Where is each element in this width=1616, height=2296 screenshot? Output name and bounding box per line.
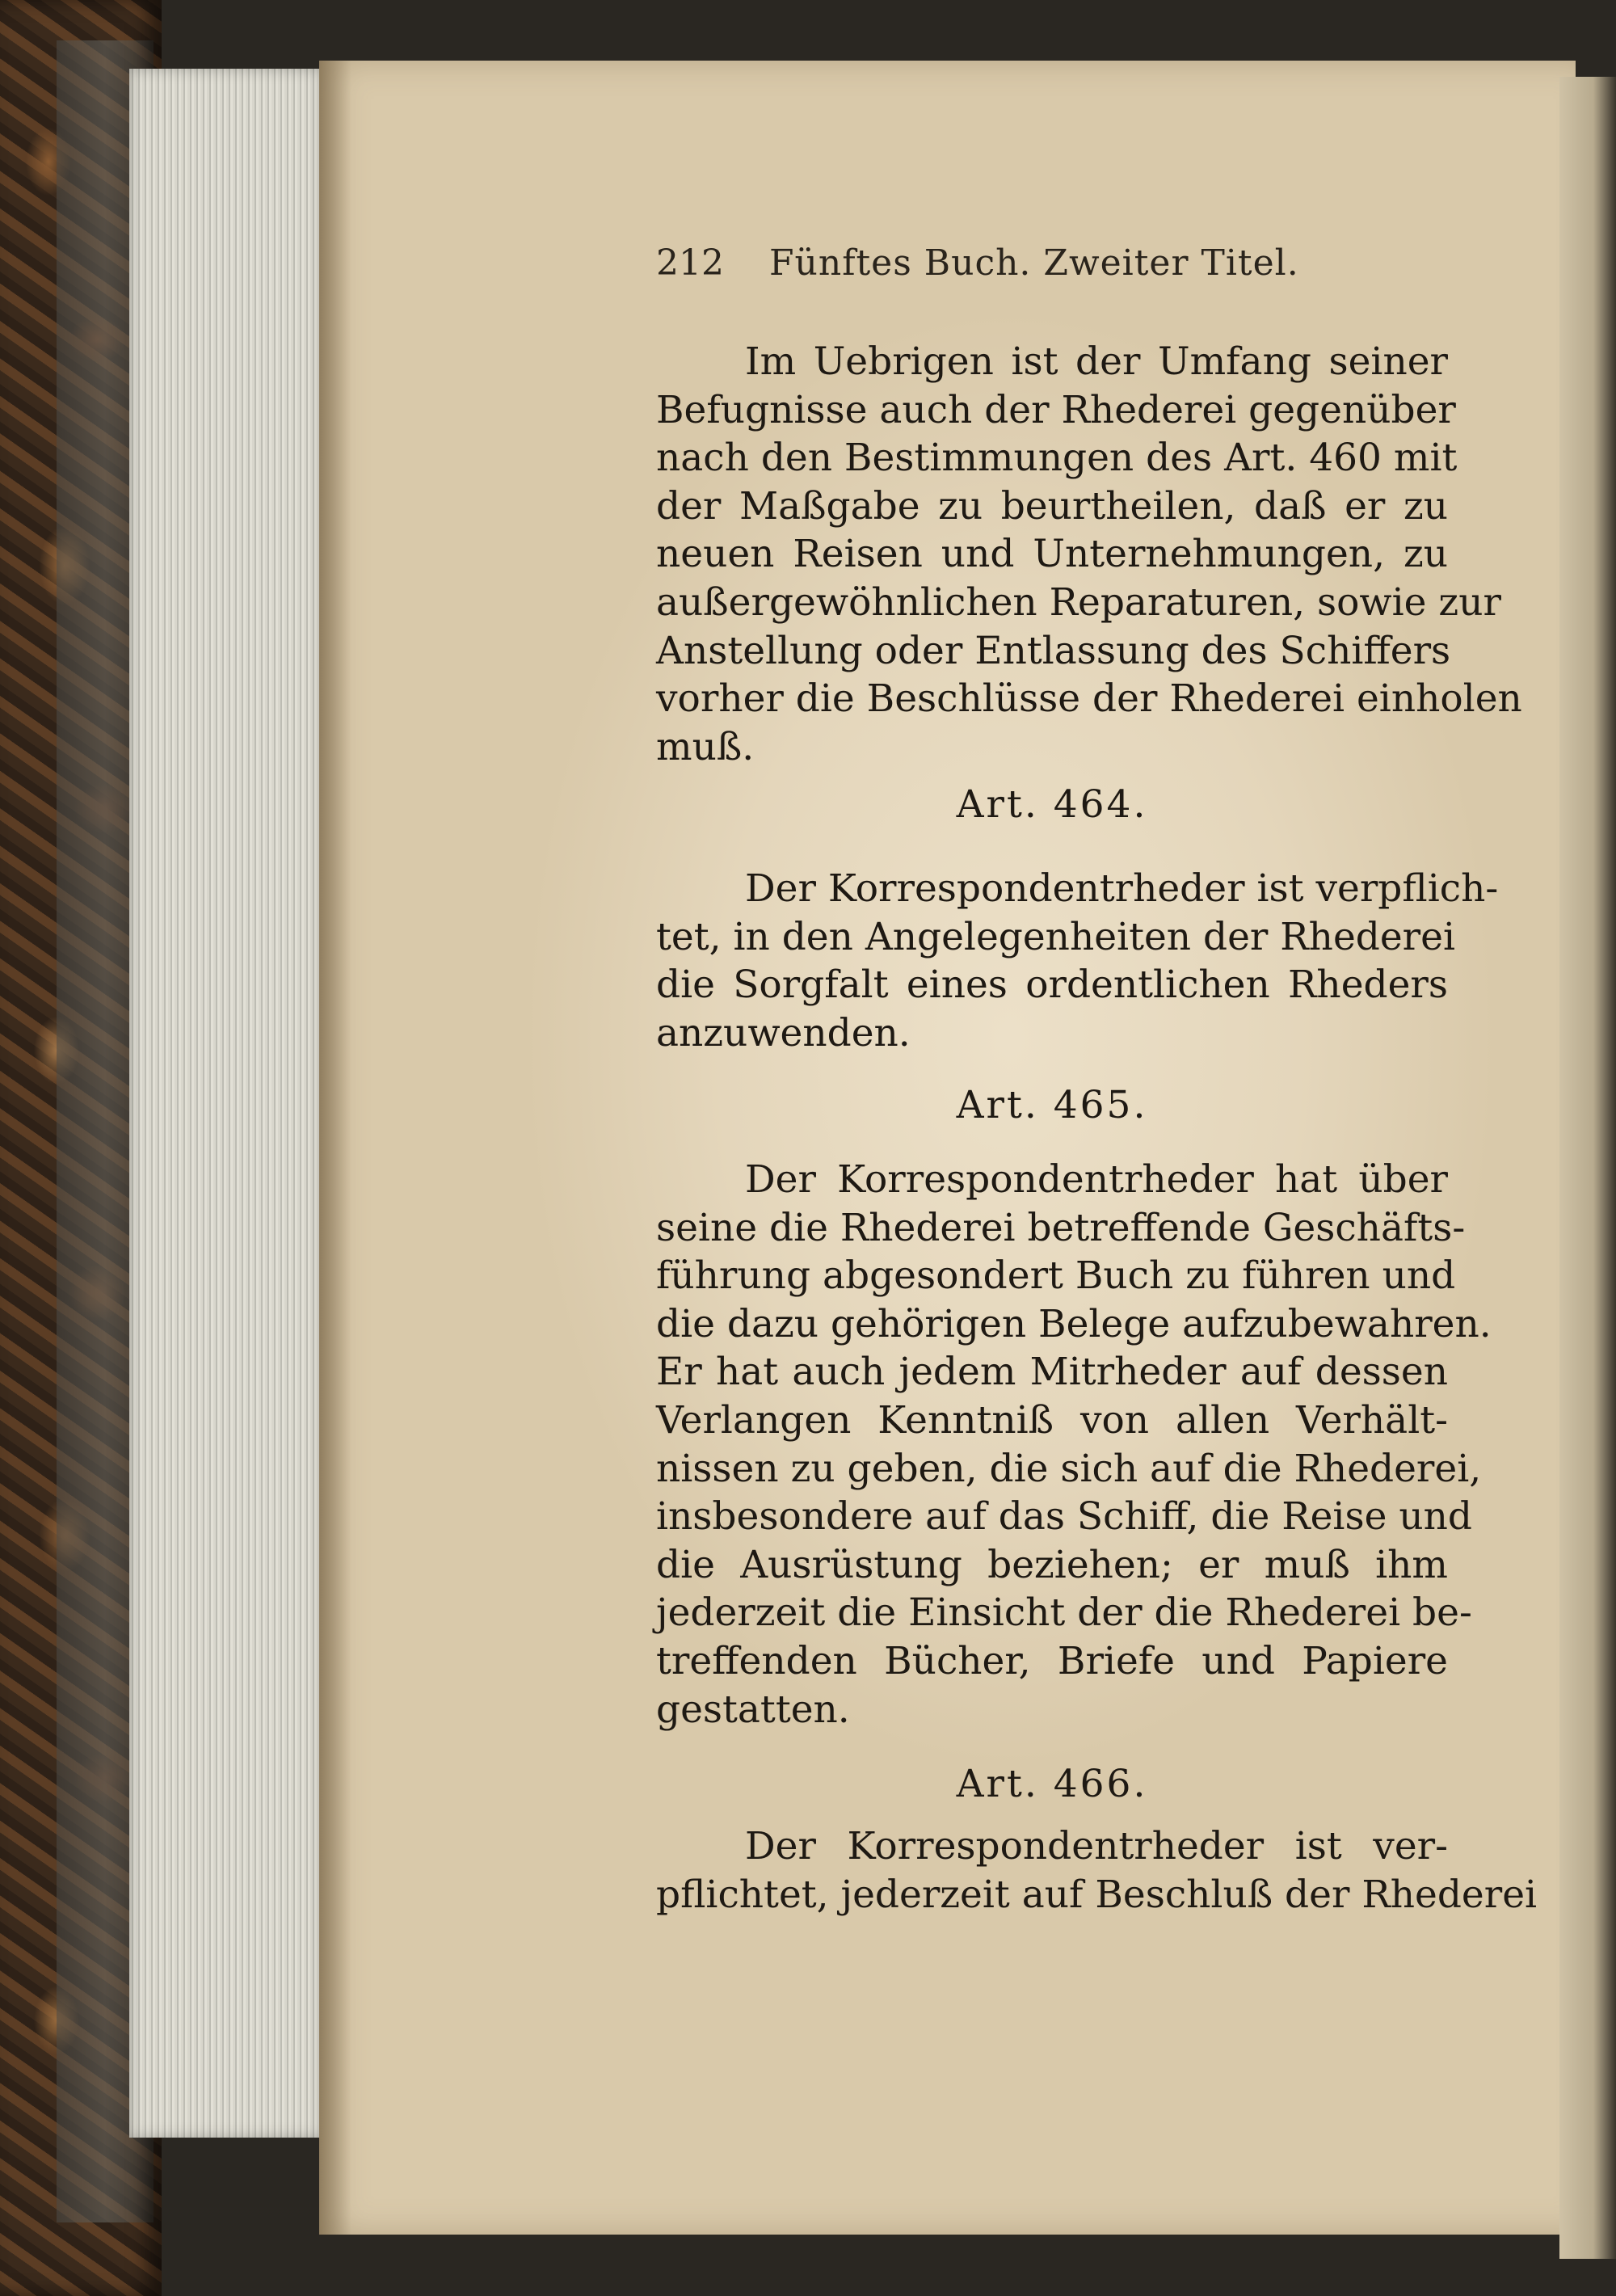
- text-line: seine die Rhederei betreffende Geschäfts-: [656, 1205, 1466, 1250]
- text-line: Im Uebrigen ist der Umfang seiner: [745, 339, 1448, 384]
- text-line: führung abgesondert Buch zu führen und: [656, 1253, 1456, 1299]
- article-464-body: [656, 865, 1499, 1057]
- text-line: außergewöhnlichen Reparaturen, sowie zur: [656, 579, 1501, 625]
- running-head: Fünftes Buch. Zweiter Titel.: [769, 242, 1299, 284]
- text-line: Befugnisse auch der Rhederei gegenüber: [656, 387, 1456, 432]
- text-line: die Ausrüstung beziehen; er muß ihm: [656, 1542, 1448, 1587]
- article-466-body: [656, 1822, 1538, 1919]
- text-line: Der Korrespondentrheder ist ver-: [745, 1824, 1448, 1868]
- text-line: der Maßgabe zu beurtheilen, daß er zu: [656, 483, 1448, 529]
- text-line: jederzeit die Einsicht der die Rhederei be-: [656, 1590, 1472, 1636]
- text-line: Er hat auch jedem Mitrheder auf dessen: [656, 1350, 1448, 1395]
- article-464-heading: Art. 464.: [956, 782, 1148, 827]
- text-line: Anstellung oder Entlassung des Schiffers: [656, 628, 1451, 673]
- text-line: Der Korrespondentrheder hat über: [745, 1157, 1448, 1202]
- text-line: Verlangen Kenntniß von allen Verhält-: [656, 1397, 1448, 1443]
- article-465-body: [656, 1156, 1492, 1734]
- text-line: treffenden Bücher, Briefe und Papiere: [656, 1638, 1448, 1683]
- text-line: nissen zu geben, die sich auf die Rhederei,: [656, 1446, 1482, 1491]
- article-466-heading: Art. 466.: [956, 1762, 1148, 1806]
- text-line: pflichtet, jederzeit auf Beschluß der Rhederei: [656, 1872, 1538, 1917]
- page-gutter: [319, 61, 351, 2235]
- text-line: tet, in den Angelegenheiten der Rhederei: [656, 914, 1455, 959]
- facing-page-edge: [1559, 77, 1616, 2259]
- paragraph-1: [656, 338, 1522, 771]
- article-465-heading: Art. 465.: [956, 1083, 1148, 1127]
- text-line: die Sorgfalt eines ordentlichen Rheders: [656, 963, 1448, 1008]
- text-line: neuen Reisen und Unternehmungen, zu: [656, 532, 1448, 577]
- text-line: nach den Bestimmungen des Art. 460 mit: [656, 436, 1458, 481]
- page-number: 212: [656, 242, 724, 284]
- text-line: die dazu gehörigen Belege aufzubewahren.: [656, 1301, 1492, 1346]
- text-line: Der Korrespondentrheder ist verpflich-: [745, 866, 1499, 911]
- text-line: anzuwenden.: [656, 1010, 911, 1055]
- text-line: muß.: [656, 724, 755, 769]
- text-line: vorher die Beschlüsse der Rhederei einholen: [656, 676, 1522, 722]
- page-edges: [129, 69, 323, 2138]
- text-line: gestatten.: [656, 1687, 850, 1732]
- text-line: insbesondere auf das Schiff, die Reise und: [656, 1494, 1472, 1540]
- page-header: [656, 242, 1351, 291]
